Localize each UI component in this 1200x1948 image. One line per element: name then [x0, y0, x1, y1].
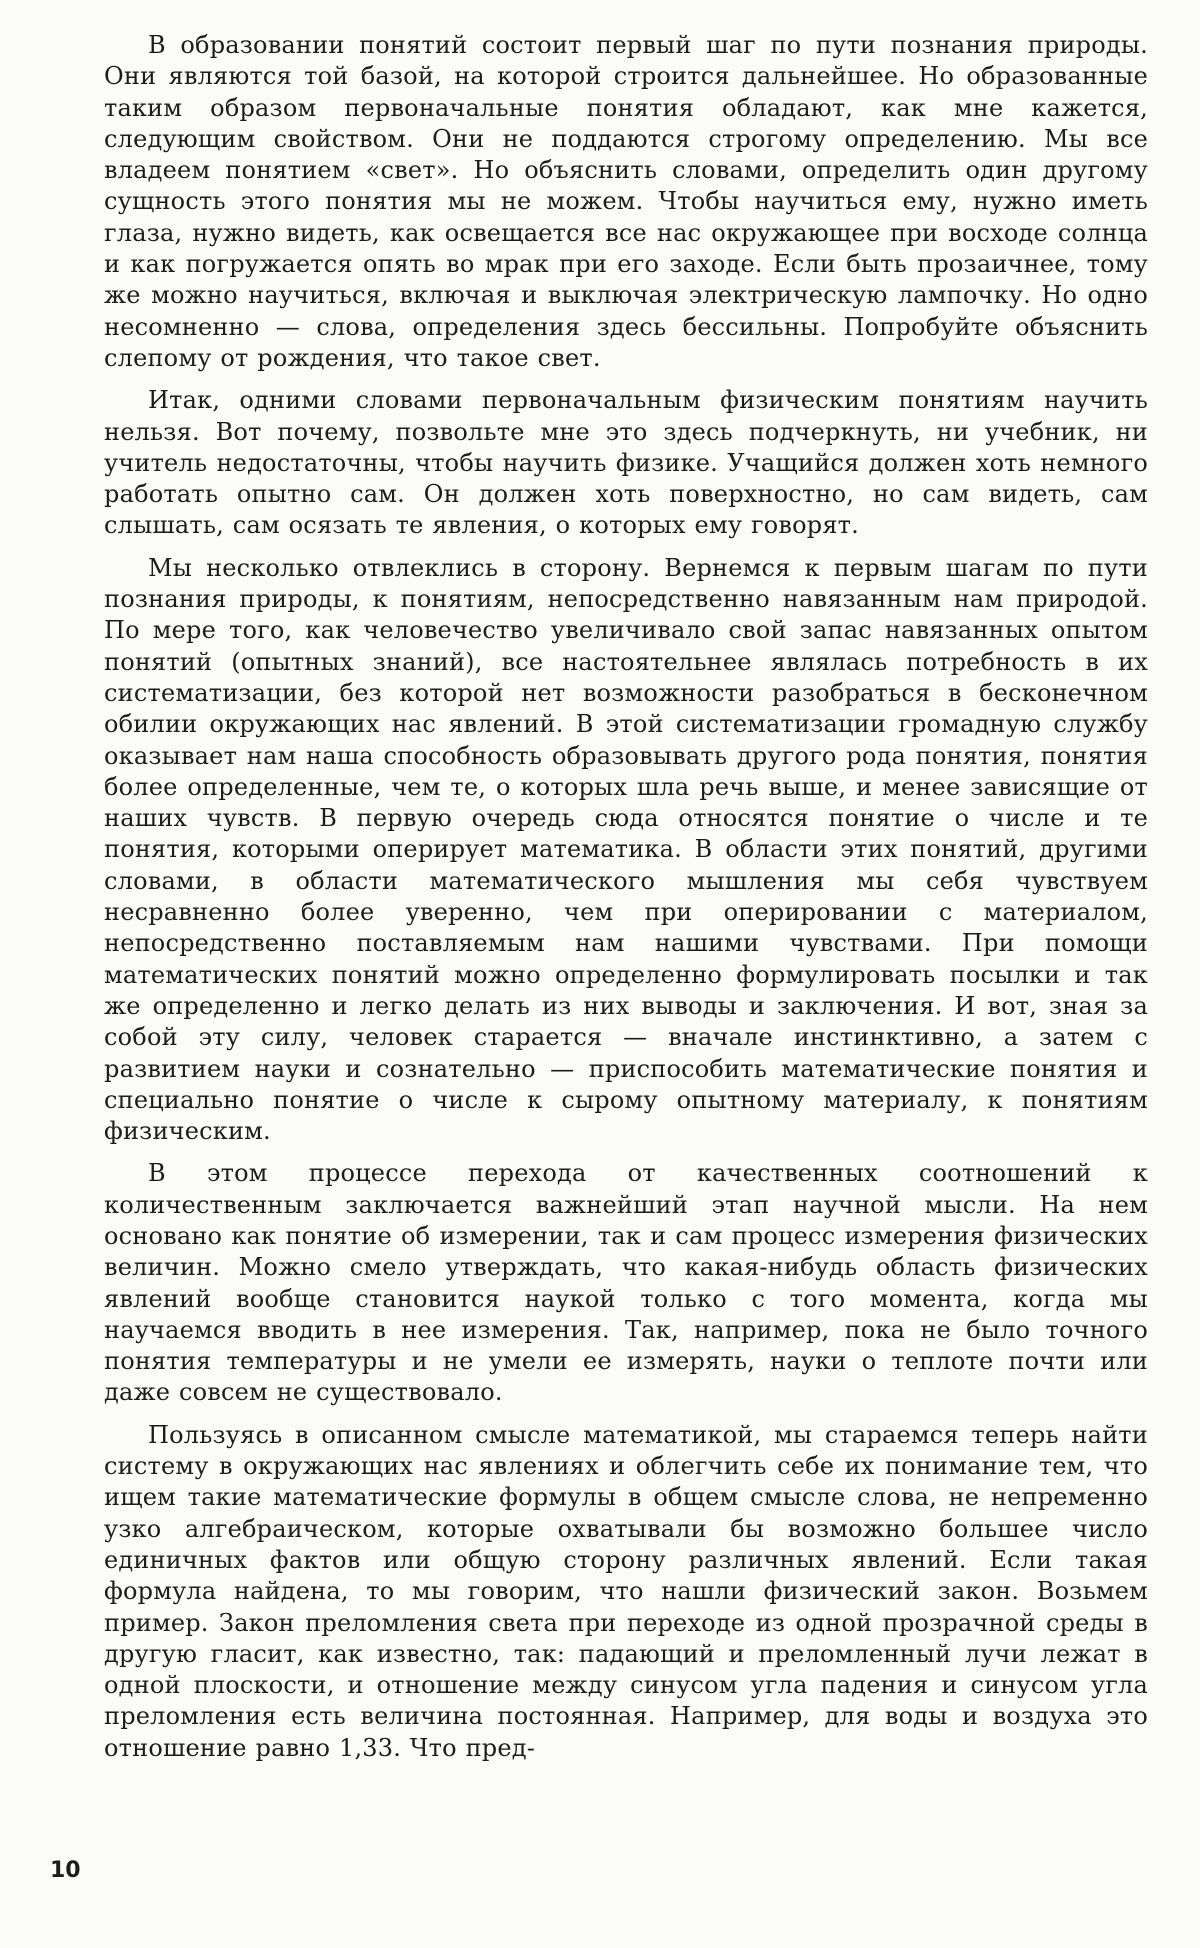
paragraph-2: Итак, одними словами первоначальным физическим понятиям научить нельзя. Вот почему, позвольте мне это здесь подчеркнуть, ни учебник, ни учитель недостаточны, чтобы научить физике. Учащийся должен хоть немного работать опытно сам. Он должен хоть поверхностно, но сам видеть, сам слышать, сам осязать те явления, о которых ему говорят.: [104, 386, 1148, 540]
paragraph-1: В образовании понятий состоит первый шаг по пути познания природы. Они являются той базой, на которой строится дальнейшее. Но образованные таким образом первоначальные понятия обладают, как мне кажется, следующим свойством. Они не поддаются строгому определению. Мы все владеем понятием «свет». Но объяснить словами, определить один другому сущность этого понятия мы не можем. Чтобы научиться ему, нужно иметь глаза, нужно видеть, как освещается все нас окружающее при восходе солнца и как погружается опять во мрак при его заходе. Если быть прозаичнее, тому же можно научиться, включая и выключая электрическую лампочку. Но одно несомненно — слова, определения здесь бессильны. Попробуйте объяснить слепому от рождения, что такое свет.: [104, 31, 1148, 372]
paragraph-5: Пользуясь в описанном смысле математикой, мы стараемся теперь найти систему в окружающих нас явлениях и облегчить себе их понимание тем, что ищем такие математические формулы в общем смысле слова, не непременно узко алгебраическом, которые охватывали бы возможно большее число единичных фактов или общую сторону различных явлений. Если такая формула найдена, то мы говорим, что нашли физический закон. Возьмем пример. Закон преломления света при переходе из одной прозрачной среды в другую гласит, как известно, так: падающий и преломленный лучи лежат в одной плоскости, и отношение между синусом угла падения и синусом угла преломления есть величина постоянная. Например, для воды и воздуха это отношение равно 1,33. Что пред-: [104, 1420, 1148, 1762]
page-number: 10: [50, 1858, 81, 1883]
body-text: [104, 30, 1148, 1775]
paragraph-3: Мы несколько отвлеклись в сторону. Вернемся к первым шагам по пути познания природы, к понятиям, непосредственно навязанным нам природой. По мере того, как человечество увеличивало свой запас навязанных опытом понятий (опытных знаний), все настоятельнее являлась потребность в их систематизации, без которой нет возможности разобраться в бесконечном обилии окружающих нас явлений. В этой систематизации громадную службу оказывает нам наша способность образовывать другого рода понятия, понятия более определенные, чем те, о которых шла речь выше, и менее зависящие от наших чувств. В первую очередь сюда относятся понятие о числе и те понятия, которыми оперирует математика. В области этих понятий, другими словами, в области математического мышления мы себя чувствуем несравненно более уверенно, чем при оперировании с материалом, непосредственно поставляемым нам нашими чувствами. При помощи математических понятий можно определенно формулировать посылки и так же определенно и легко делать из них выводы и заключения. И вот, зная за собой эту силу, человек старается — вначале инстинктивно, а затем с развитием науки и сознательно — приспособить математические понятия и специально понятие о числе к сырому опытному материалу, к понятиям физическим.: [104, 553, 1148, 1146]
paragraph-4: В этом процессе перехода от качественных соотношений к количественным заключается важнейший этап научной мысли. На нем основано как понятие об измерении, так и сам процесс измерения физических величин. Можно смело утверждать, что какая-нибудь область физических явлений вообще становится наукой только с того момента, когда мы научаемся вводить в нее измерения. Так, например, пока не было точного понятия температуры и не умели ее измерять, науки о теплоте почти или даже совсем не существовало.: [104, 1159, 1148, 1407]
